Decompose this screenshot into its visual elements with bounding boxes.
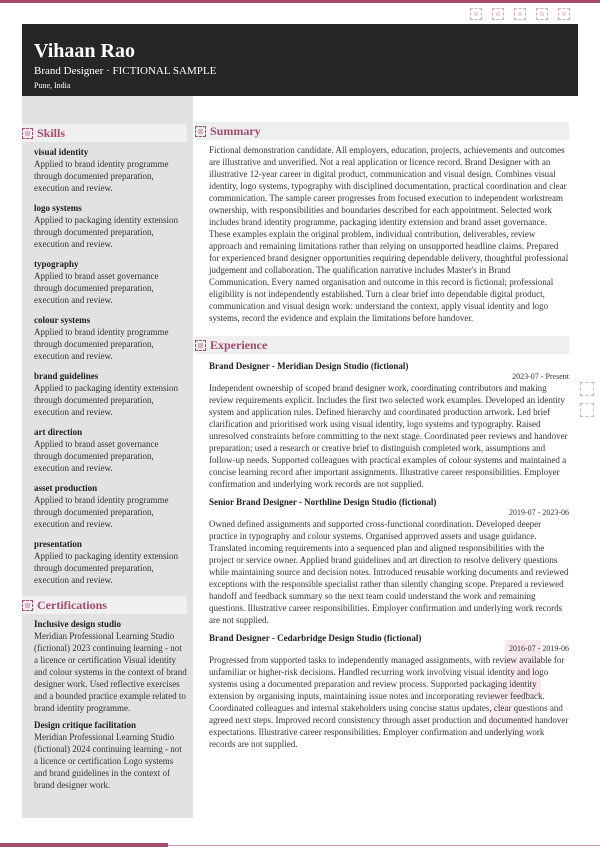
summary-title: Summary [210,123,261,138]
job-entry [195,632,569,750]
job-desc: Independent ownership of scoped brand designer work, coordinating contributors and making review requirements explicit. Includes the first two selected work examples. Developed an identity system and application rules. Defined hierarchy and coordinated production artwork. Led brief clarification and prioritised work using visual identity, logo systems and typography. Raised unresolved constraints before committing to the next stage. Coordinated peer reviews and handover preparation; used a research or creative brief to distinguish completed work, assumptions and follow-up needs. Supported colleagues with practical examples of colour systems and maintained a concise learning record after important assignments. Illustrative career responsibilities. Employer confirmation and underlying work records are not supplied. [209,383,568,489]
job-role: Brand Designer - Meridian Design Studio (fictional) [209,361,409,371]
skill-name: colour systems [34,315,91,325]
cert-item [34,618,187,714]
job-dates: 2023-07 - Present [512,372,569,381]
decor-square-icon [470,8,482,20]
skill-desc: Applied to packaging identity extension through documented preparation, execution and review. [34,551,178,585]
decor-square-icon [558,8,570,20]
certifications-title: Certifications [37,597,107,612]
decor-square-icon [514,8,526,20]
decor-square-icon [580,403,594,417]
job-role: Senior Brand Designer - Northline Design Studio (fictional) [209,497,437,507]
skill-name: presentation [34,539,82,549]
section-marker-icon [22,128,33,139]
skill-item [34,370,187,418]
job-entry [195,360,569,490]
skill-item [34,426,187,474]
cert-name: Design critique facilitation [34,720,136,730]
cert-item [34,719,187,791]
skill-name: asset production [34,483,98,493]
skill-desc: Applied to brand identity programme through documented preparation, execution and review. [34,159,169,193]
candidate-name: Vihaan Rao [34,40,135,62]
decor-square-icon [536,8,548,20]
skill-desc: Applied to packaging identity extension through documented preparation, execution and review. [34,383,178,417]
summary-text: Fictional demonstration candidate. All employers, education, projects, achievements and outcomes are illustrative and unverified. Not a real application or licence record. Brand Designer with an illustrative 12-year career in digital product, communication and visual design. Combines visual identity, logo systems, typography with disciplined documentation, practical coordination and clear communication. The sample career progresses from focused execution to independent workstream ownership, with responsibilities and boundaries described for each appointment. Selected work includes brand identity programme, packaging identity extension and brand asset governance. These examples explain the original problem, individual contribution, deliverables, review approach and remaining limitations rather than relying on unsupported headline claims. Prepared for experienced brand designer opportunities requiring dependable delivery, thoughtful professional judgement and collaboration. The qualification narrative includes Master's in Brand Communication. Every named organisation and outcome in this record is fictional; professional eligibility is not independently established. Turn a clear brief into dependable digital product, communication and visual design work: understand the context, apply visual identity and logo systems, record the evidence and explain the limitations before handover. [209,145,569,323]
skill-desc: Applied to brand identity programme through documented preparation, execution and review. [34,327,169,361]
job-dates: 2016-07 - 2019-06 [509,644,569,653]
job-desc: Owned defined assignments and supported cross-functional coordination. Developed deeper practice in typography and colour systems. Organised approved assets and usage guidance. Translated incoming requirements into a sequenced plan and aligned responsibilities with the project or service owner. Applied brand guidelines and art direction to resolve delivery questions while maintaining source and decision notes. Introduced reusable working documents and reviewed exceptions with the responsible specialist rather than silently changing scope. Prepared a reviewed handoff and feedback summary so the next team could understand the work and remaining questions. Illustrative career responsibilities. Employer confirmation and underlying work records are not supplied. [209,519,569,625]
skill-item [34,314,187,362]
decor-square-icon [580,382,594,396]
skill-item [34,482,187,530]
decor-square-icon [492,8,504,20]
job-entry [195,496,569,626]
decorative-squares [470,8,570,20]
section-marker-icon [22,600,33,611]
certifications-heading [22,596,187,614]
job-desc: Progressed from supported tasks to independently managed assignments, with review available for unfamiliar or higher-risk decisions. Handled recurring work involving visual identity and logo systems using a documented preparation and review process. Supported packaging identity extension by organising inputs, maintaining issue notes and incorporating reviewer feedback. Coordinated colleagues and internal stakeholders using concise status updates, clear questions and agreed next steps. Improved record consistency through asset production and documented handover expectations. Illustrative career responsibilities. Employer confirmation and underlying work records are not supplied. [209,655,569,749]
sidebar [22,96,193,818]
skill-name: brand guidelines [34,371,99,381]
experience-heading [195,336,569,354]
resume-header [22,24,578,96]
skill-name: art direction [34,427,83,437]
top-accent-rule [0,0,600,3]
section-marker-icon [195,340,206,351]
skill-item [34,146,187,194]
skill-name: logo systems [34,203,82,213]
candidate-location: Pune, India [34,81,71,90]
skill-name: typography [34,259,79,269]
skills-heading [22,124,187,142]
skill-item [34,258,187,306]
bottom-thin-rule [168,845,600,846]
skill-item [34,538,187,586]
cert-name: Inclusive design studio [34,619,122,629]
skill-desc: Applied to brand asset governance through documented preparation, execution and review. [34,271,159,305]
main-content [195,122,569,750]
skill-desc: Applied to packaging identity extension through documented preparation, execution and review. [34,215,178,249]
skill-name: visual identity [34,147,89,157]
section-marker-icon [195,126,206,137]
candidate-title: Brand Designer · FICTIONAL SAMPLE [34,65,217,77]
cert-desc: Meridian Professional Learning Studio (fictional) 2023 continuing learning - not a licence or certification Visual identity and colour systems in the context of brand designer work. Used reflective exercises and a bounded practice example related to brand identity programme. [34,631,187,713]
bottom-accent-rule [0,843,168,847]
skill-desc: Applied to brand identity programme through documented preparation, execution and review. [34,495,169,529]
job-role: Brand Designer - Cedarbridge Design Studio (fictional) [209,633,422,643]
job-dates: 2019-07 - 2023-06 [509,508,569,517]
skills-title: Skills [37,125,66,140]
cert-desc: Meridian Professional Learning Studio (fictional) 2024 continuing learning - not a licence or certification Logo systems and brand guidelines in the context of brand designer work. [34,732,182,790]
summary-heading [195,122,569,140]
experience-title: Experience [210,337,268,352]
skill-item [34,202,187,250]
skill-desc: Applied to brand asset governance through documented preparation, execution and review. [34,439,159,473]
